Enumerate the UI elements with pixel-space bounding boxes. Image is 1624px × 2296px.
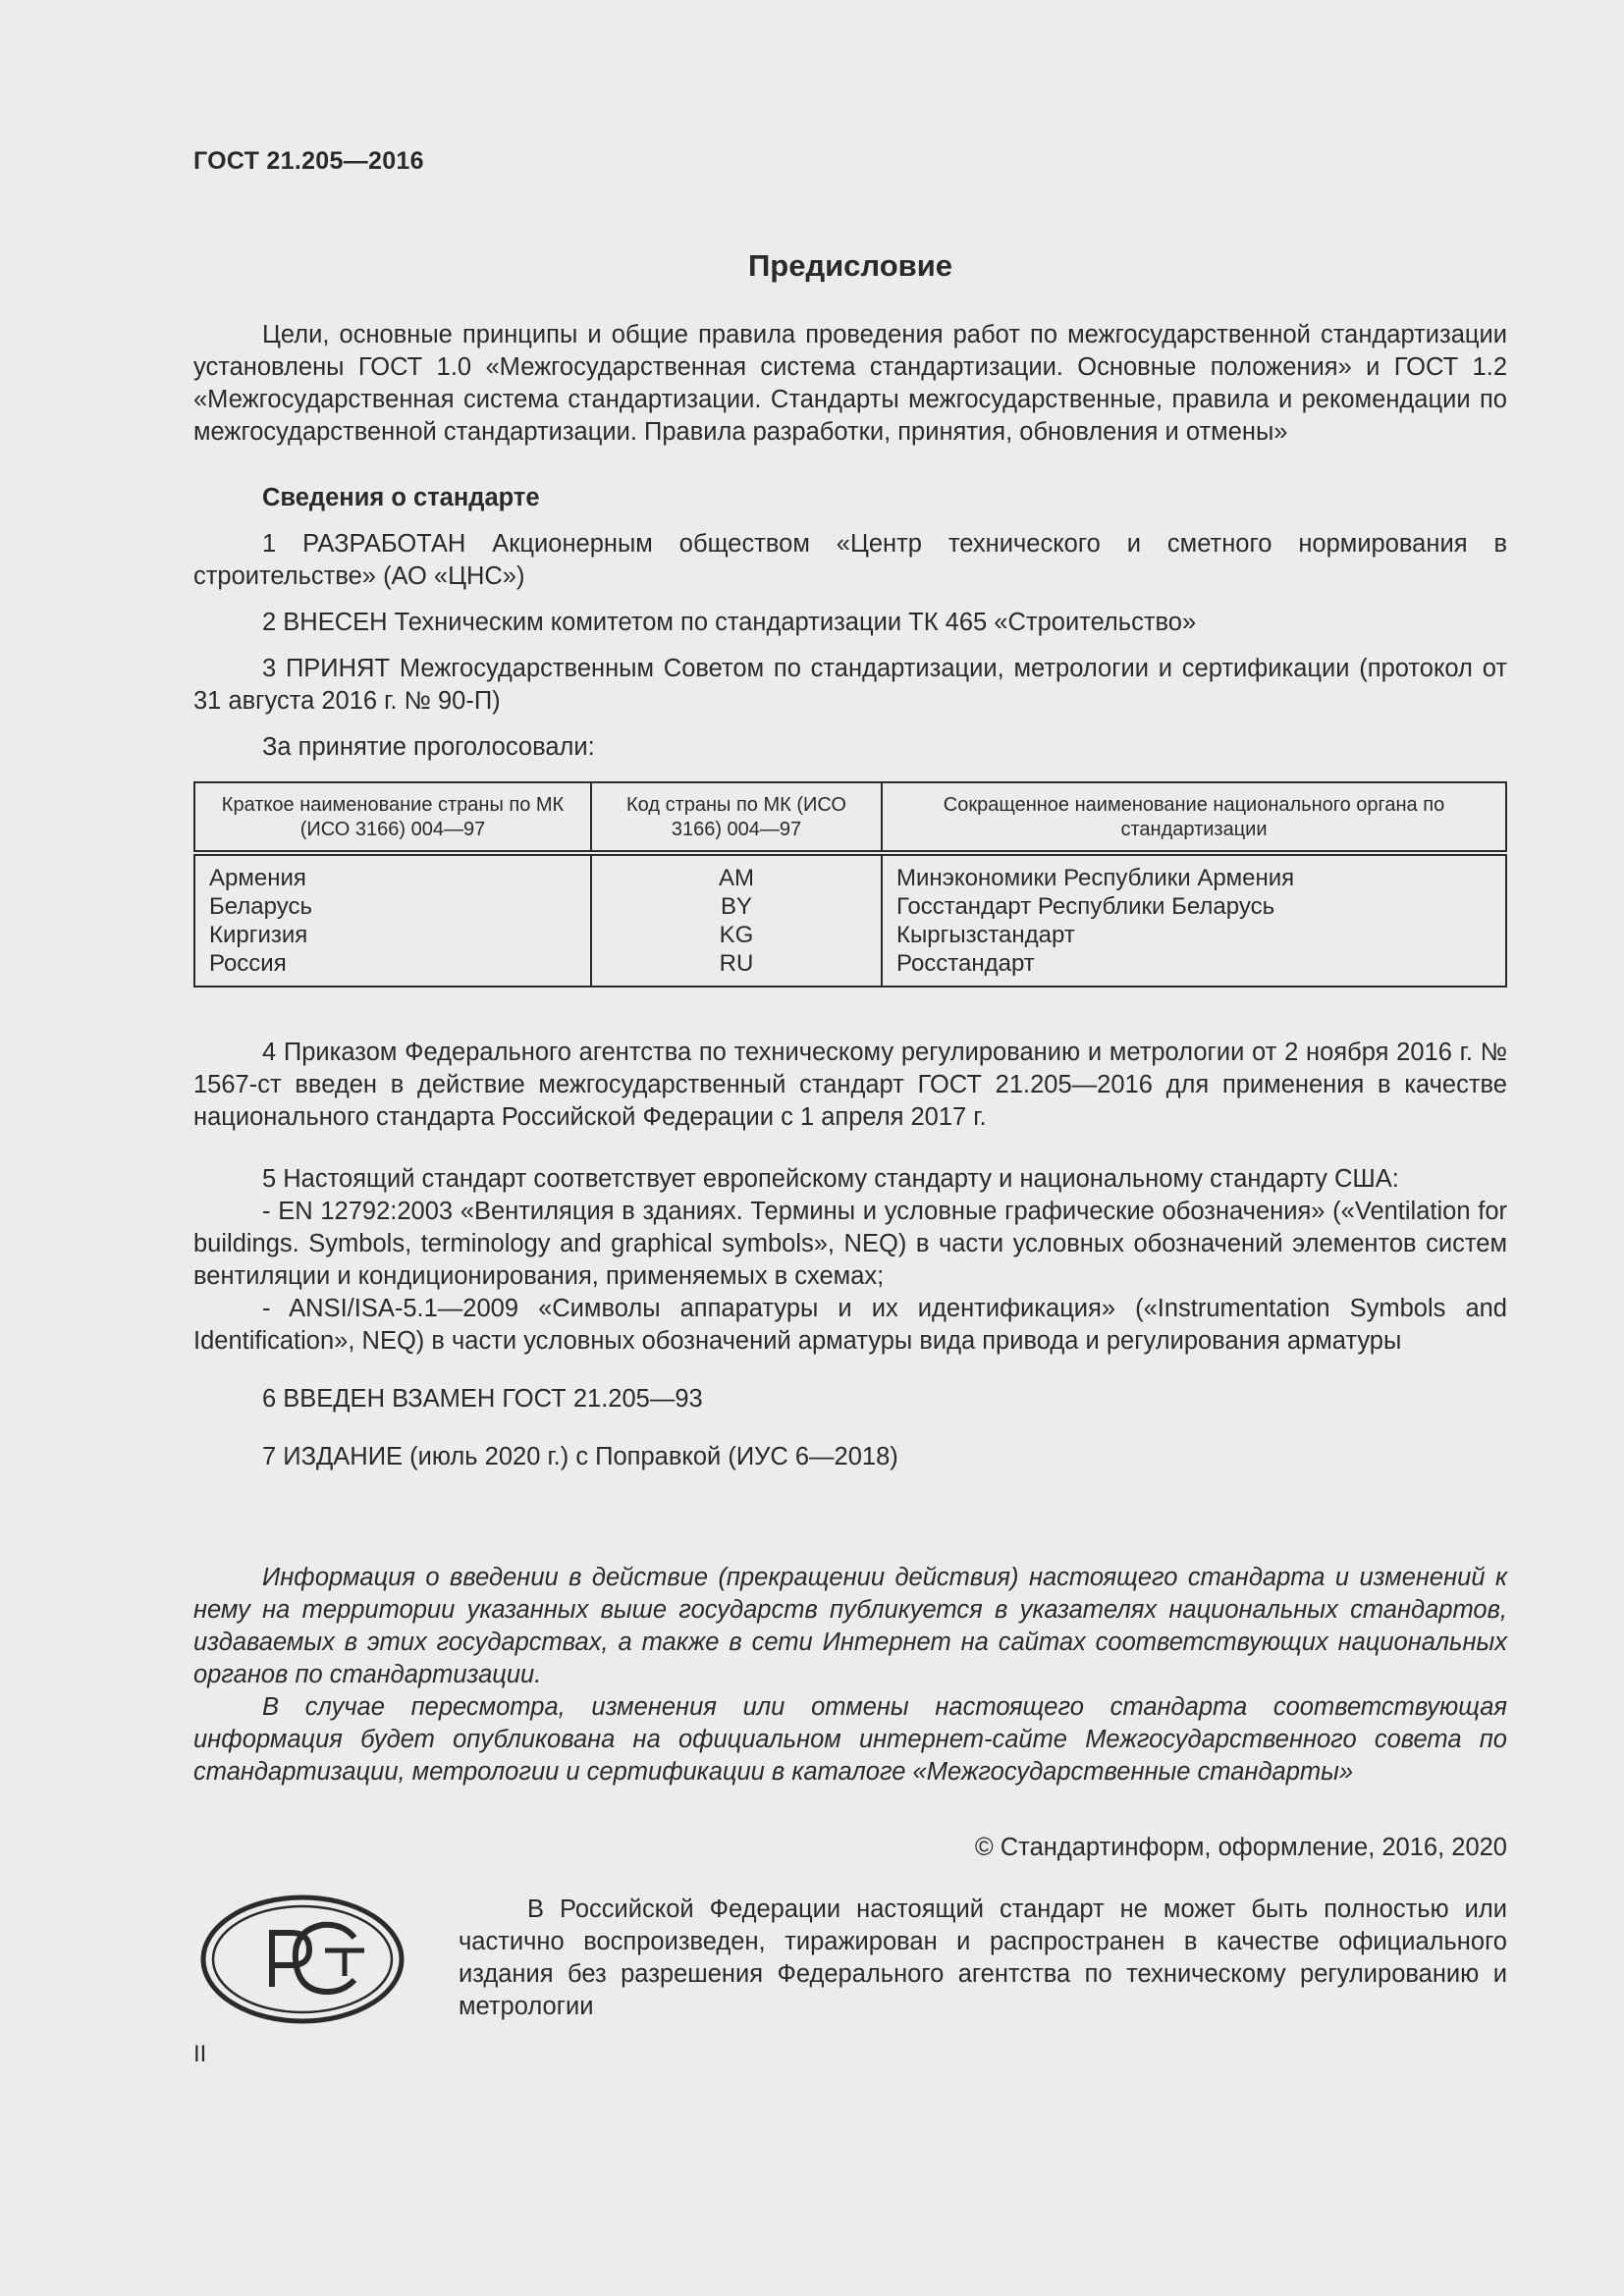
table-cell-code: KG xyxy=(591,921,882,949)
info-item-6: 6 ВВЕДЕН ВЗАМЕН ГОСТ 21.205—93 xyxy=(262,1385,703,1413)
footer-block xyxy=(193,1894,1507,2031)
table-cell-code: BY xyxy=(591,892,882,921)
table-cell-code: RU xyxy=(591,949,882,987)
document-page xyxy=(193,147,1507,2068)
table-header-row xyxy=(194,782,1506,853)
table-cell-body: Минэкономики Республики Армения xyxy=(882,853,1506,892)
info-item-5-ansi: - ANSI/ISA-5.1—2009 «Символы аппаратуры и их идентификация» («Instrumentation Symbols and Identification», NEQ) в части условных обозначений арматуры вида привода и регулирования арматуры xyxy=(193,1295,1507,1355)
copyright-notice-text: В Российской Федерации настоящий стандарт не может быть полностью или частично воспроизведен, тиражирован и распространен в качестве официального издания без разрешения Федерального агентства по техническому регулированию и метрологии xyxy=(459,1896,1507,2020)
table-row xyxy=(194,892,1506,921)
rst-certification-mark-icon xyxy=(199,1894,406,2025)
info-item-5-en: - EN 12792:2003 «Вентиляция в зданиях. Термины и условные графические обозначения» («Ventilation for buildings. Symbols, terminology and graphical symbols», NEQ) в части условных обозначений элементов систем вентиляции и кондиционирования, применяемых в схемах; xyxy=(193,1198,1507,1290)
table-cell-body: Росстандарт xyxy=(882,949,1506,987)
table-cell-body: Кыргызстандарт xyxy=(882,921,1506,949)
publication-info-paragraph: Информация о введении в действие (прекращении действия) настоящего стандарта и изменений к нему на территории указанных выше государств публикуется в указателях национальных стандартов, издаваемых в этих государствах, а также в сети Интернет на сайтах соответствующих национальных органов по стандартизации. xyxy=(193,1564,1507,1688)
voting-countries-table xyxy=(193,781,1507,988)
info-item-1: 1 РАЗРАБОТАН Акционерным обществом «Центр технического и сметного нормирования в строительстве» (АО «ЦНС») xyxy=(193,530,1507,590)
page-number: II xyxy=(193,2041,207,2067)
info-item-5: 5 Настоящий стандарт соответствует европейскому стандарту и национальному стандарту США: xyxy=(262,1165,1399,1193)
copyright-line: © Стандартинформ, оформление, 2016, 2020 xyxy=(974,1834,1507,1861)
table-header-country: Краткое наименование страны по МК (ИСО 3166) 004—97 xyxy=(194,782,591,853)
table-cell-body: Госстандарт Республики Беларусь xyxy=(882,892,1506,921)
table-cell-country: Армения xyxy=(194,853,591,892)
info-item-3: 3 ПРИНЯТ Межгосударственным Советом по стандартизации, метрологии и сертификации (протокол от 31 августа 2016 г. № 90-П) xyxy=(193,655,1507,715)
table-row xyxy=(194,853,1506,892)
intro-paragraph: Цели, основные принципы и общие правила проведения работ по межгосударственной стандартизации установлены ГОСТ 1.0 «Межгосударственная система стандартизации. Основные положения» и ГОСТ 1.2 «Межгосударственная система стандартизации. Стандарты межгосударственные, правила и рекомендации по межгосударственной стандартизации. Правила разработки, принятия, обновления и отмены» xyxy=(193,321,1507,446)
table-row xyxy=(194,949,1506,987)
vote-intro: За принятие проголосовали: xyxy=(262,733,595,761)
page-title: Предисловие xyxy=(747,248,952,283)
table-cell-country: Киргизия xyxy=(194,921,591,949)
table-header-code: Код страны по МК (ИСО 3166) 004—97 xyxy=(591,782,882,853)
section-heading: Сведения о стандарте xyxy=(262,484,540,511)
table-cell-code: AM xyxy=(591,853,882,892)
table-cell-country: Россия xyxy=(194,949,591,987)
table-row xyxy=(194,921,1506,949)
document-id-header: ГОСТ 21.205—2016 xyxy=(193,147,424,175)
info-item-7: 7 ИЗДАНИЕ (июль 2020 г.) с Поправкой (ИУС 6—2018) xyxy=(262,1443,898,1470)
revision-info-paragraph: В случае пересмотра, изменения или отмены настоящего стандарта соответствующая информация будет опубликована на официальном интернет-сайте Межгосударственного совета по стандартизации, метрологии и сертификации в каталоге «Межгосударственные стандарты» xyxy=(193,1693,1507,1786)
copyright-notice xyxy=(459,1894,1507,2023)
table-header-body: Сокращенное наименование национального органа по стандартизации xyxy=(882,782,1506,853)
info-item-2: 2 ВНЕСЕН Техническим комитетом по стандартизации ТК 465 «Строительство» xyxy=(262,609,1197,636)
info-item-4: 4 Приказом Федерального агентства по техническому регулированию и метрологии от 2 ноября 2016 г. № 1567-ст введен в действие межгосударственный стандарт ГОСТ 21.205—2016 для применения в качестве национального стандарта Российской Федерации с 1 апреля 2017 г. xyxy=(193,1039,1507,1131)
table-cell-country: Беларусь xyxy=(194,892,591,921)
